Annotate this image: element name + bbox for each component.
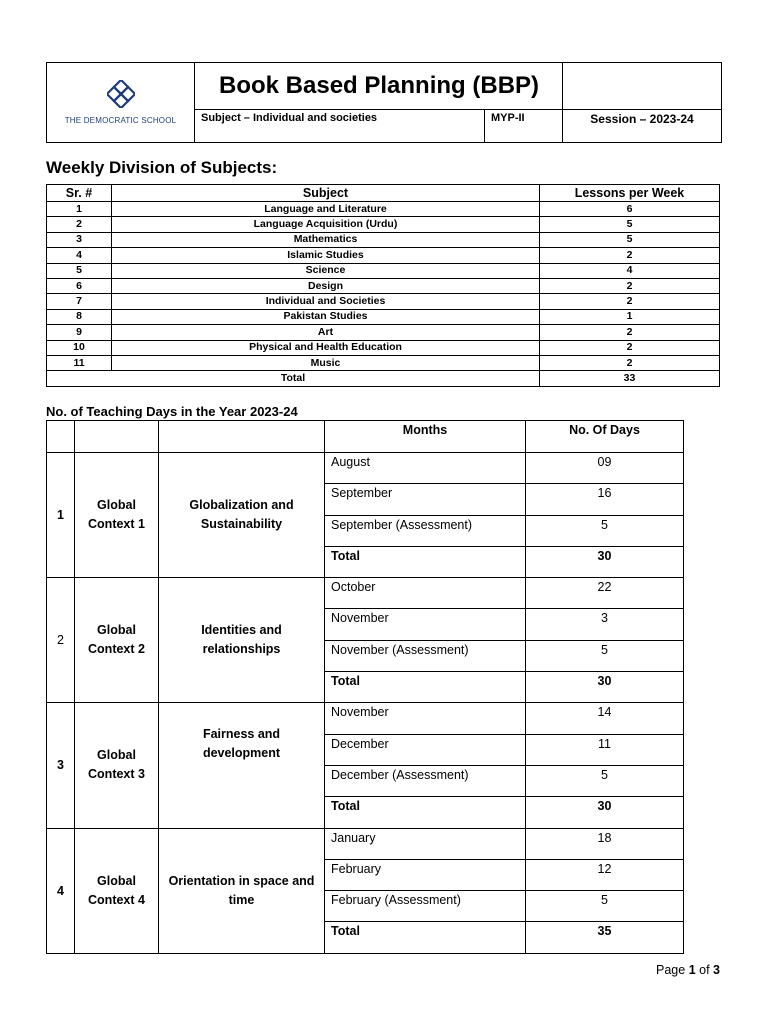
lessons-cell: 2: [540, 294, 720, 309]
sr-cell: 11: [47, 355, 112, 370]
global-context-cell: [75, 703, 159, 828]
sr-cell: 5: [47, 263, 112, 278]
sr-cell: 6: [47, 278, 112, 293]
total-value: 30: [526, 672, 684, 703]
days-cell: 5: [526, 515, 684, 546]
lessons-cell: 5: [540, 217, 720, 232]
teaching-days-title: No. of Teaching Days in the Year 2023-24: [46, 404, 298, 419]
month-cell: February: [325, 859, 526, 890]
subject-cell: Mathematics: [112, 232, 540, 247]
subject-cell: Art: [112, 325, 540, 340]
col-days: No. Of Days: [526, 421, 684, 453]
global-context-cell: [75, 453, 159, 578]
weekly-division-table: [46, 184, 720, 387]
sr-cell: 8: [47, 309, 112, 324]
total-label: Total: [325, 672, 526, 703]
lessons-cell: 2: [540, 340, 720, 355]
total-label: Total: [325, 546, 526, 577]
lessons-cell: 1: [540, 309, 720, 324]
month-cell: November: [325, 609, 526, 640]
total-value: 35: [526, 922, 684, 953]
gc-line: Global: [97, 498, 136, 513]
global-context-cell: [75, 578, 159, 703]
document-header: [46, 62, 722, 143]
total-value: 30: [526, 546, 684, 577]
days-cell: 18: [526, 828, 684, 859]
sr-cell: 2: [47, 217, 112, 232]
theme-line: Sustainability: [200, 517, 283, 532]
grade-label: MYP-II: [485, 110, 563, 143]
page-number: [656, 963, 720, 977]
table-header-row: [47, 185, 720, 202]
lessons-cell: 2: [540, 278, 720, 293]
global-context-cell: [75, 828, 159, 953]
month-cell: November: [325, 703, 526, 734]
header-blank: [47, 421, 75, 453]
gc-line: Global: [97, 748, 136, 763]
total-value: 30: [526, 797, 684, 828]
subject-cell: Language and Literature: [112, 202, 540, 217]
subject-cell: Islamic Studies: [112, 248, 540, 263]
session-label: Session – 2023-24: [563, 110, 722, 143]
table-row: [47, 232, 720, 247]
col-sr: Sr. #: [47, 185, 112, 202]
lessons-cell: 2: [540, 355, 720, 370]
subject-cell: Design: [112, 278, 540, 293]
theme-cell: [159, 828, 325, 953]
theme-line: relationships: [202, 642, 281, 657]
page-total: 3: [713, 963, 720, 977]
lessons-cell: 2: [540, 248, 720, 263]
total-label: Total: [325, 797, 526, 828]
days-cell: 16: [526, 484, 684, 515]
month-cell: September (Assessment): [325, 515, 526, 546]
table-row: [47, 340, 720, 355]
gc-line: Context 1: [88, 517, 145, 532]
subject-cell: Science: [112, 263, 540, 278]
teaching-days-table: [46, 420, 684, 954]
weekly-division-title: Weekly Division of Subjects:: [46, 158, 278, 177]
table-header-row: [47, 421, 684, 453]
month-cell: February (Assessment): [325, 891, 526, 922]
days-cell: 09: [526, 453, 684, 484]
page-word: Page: [656, 963, 686, 977]
logo-cell: [47, 63, 195, 143]
month-cell: December: [325, 734, 526, 765]
sr-cell: 3: [47, 232, 112, 247]
days-cell: 11: [526, 734, 684, 765]
total-row: [47, 371, 720, 386]
table-row: [47, 325, 720, 340]
header-blank: [75, 421, 159, 453]
gc-line: Context 2: [88, 642, 145, 657]
col-lessons: Lessons per Week: [540, 185, 720, 202]
days-cell: 5: [526, 891, 684, 922]
gc-line: Global: [97, 623, 136, 638]
col-subject: Subject: [112, 185, 540, 202]
subject-cell: Language Acquisition (Urdu): [112, 217, 540, 232]
sr-cell: 9: [47, 325, 112, 340]
table-row: [47, 278, 720, 293]
days-cell: 12: [526, 859, 684, 890]
theme-cell: [159, 578, 325, 703]
table-row: [47, 578, 684, 609]
table-row: [47, 263, 720, 278]
theme-line: Globalization and: [189, 498, 294, 513]
sr-cell: 10: [47, 340, 112, 355]
context-number: 2: [47, 578, 75, 703]
month-cell: November (Assessment): [325, 640, 526, 671]
month-cell: September: [325, 484, 526, 515]
table-row: [47, 355, 720, 370]
theme-line: Identities and: [201, 623, 282, 638]
theme-cell: [159, 453, 325, 578]
month-cell: January: [325, 828, 526, 859]
subject-cell: Individual and Societies: [112, 294, 540, 309]
lessons-cell: 5: [540, 232, 720, 247]
table-row: [47, 453, 684, 484]
month-cell: December (Assessment): [325, 765, 526, 796]
school-name: THE DEMOCRATIC SCHOOL: [64, 116, 177, 125]
theme-line: time: [228, 892, 255, 907]
sr-cell: 7: [47, 294, 112, 309]
days-cell: 5: [526, 640, 684, 671]
page-title: Book Based Planning (BBP): [195, 63, 563, 110]
header-blank: [159, 421, 325, 453]
lessons-cell: 6: [540, 202, 720, 217]
header-empty-cell: [563, 63, 722, 110]
col-months: Months: [325, 421, 526, 453]
subject-cell: Pakistan Studies: [112, 309, 540, 324]
theme-line: Orientation in space and: [168, 873, 315, 888]
table-row: [47, 703, 684, 734]
theme-line: development: [202, 746, 281, 761]
table-row: [47, 309, 720, 324]
theme-cell: [159, 703, 325, 828]
total-label: Total: [47, 371, 540, 386]
table-row: [47, 217, 720, 232]
theme-line: Fairness and: [202, 727, 281, 742]
total-value: 33: [540, 371, 720, 386]
days-cell: 14: [526, 703, 684, 734]
page-current: 1: [688, 963, 696, 977]
sr-cell: 4: [47, 248, 112, 263]
month-cell: October: [325, 578, 526, 609]
of-word: of: [699, 963, 710, 977]
lessons-cell: 4: [540, 263, 720, 278]
context-number: 1: [47, 453, 75, 578]
days-cell: 5: [526, 765, 684, 796]
context-number: 4: [47, 828, 75, 953]
table-row: [47, 828, 684, 859]
subject-cell: Physical and Health Education: [112, 340, 540, 355]
table-row: [47, 294, 720, 309]
school-logo-icon: [107, 80, 135, 108]
table-row: [47, 202, 720, 217]
context-number: 3: [47, 703, 75, 828]
days-cell: 3: [526, 609, 684, 640]
total-label: Total: [325, 922, 526, 953]
gc-line: Context 4: [88, 892, 145, 907]
table-row: [47, 248, 720, 263]
lessons-cell: 2: [540, 325, 720, 340]
gc-line: Context 3: [88, 767, 145, 782]
gc-line: Global: [97, 873, 136, 888]
days-cell: 22: [526, 578, 684, 609]
subject-label: Subject – Individual and societies: [195, 110, 485, 143]
sr-cell: 1: [47, 202, 112, 217]
month-cell: August: [325, 453, 526, 484]
subject-cell: Music: [112, 355, 540, 370]
